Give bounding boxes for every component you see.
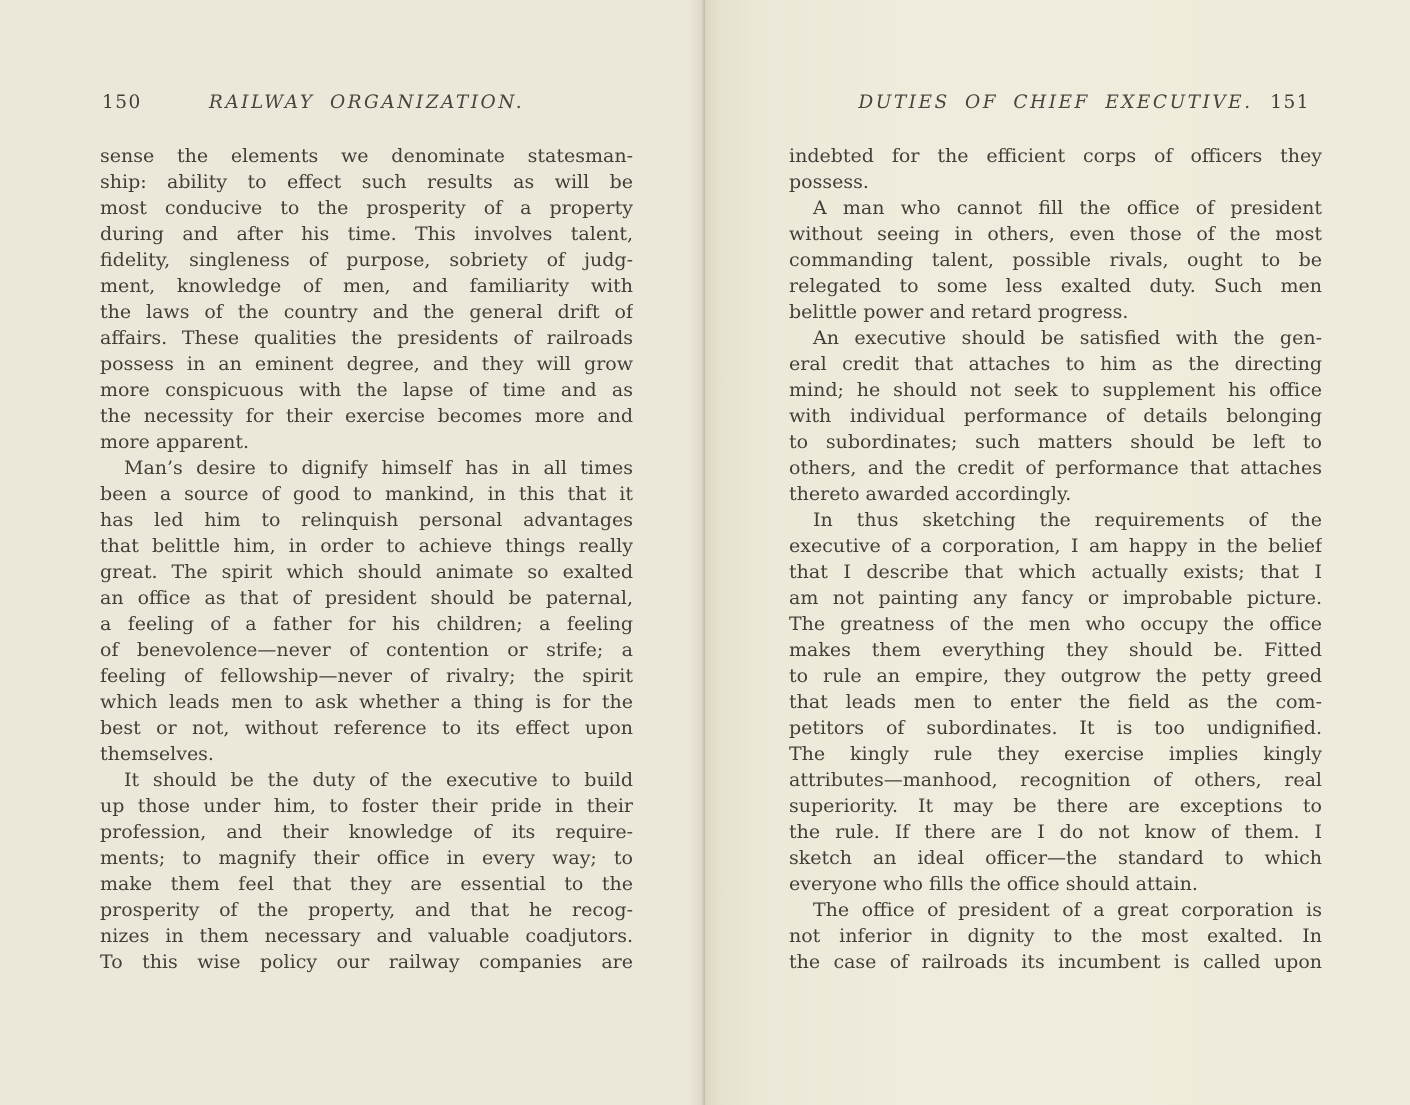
text-line: In thus sketching the requirements of the: [813, 509, 1322, 531]
text-line: eral credit that attaches to him as the directing: [789, 353, 1322, 375]
running-head-left: RAILWAY ORGANIZATION.: [208, 92, 525, 113]
paragraph: [100, 455, 633, 767]
paragraph: [789, 325, 1322, 507]
page-number-right: 151: [1270, 92, 1310, 113]
text-line: the rule. If there are I do not know of them. I: [789, 821, 1322, 843]
text-line: thereto awarded accordingly.: [789, 483, 1072, 505]
text-line: The greatness of the men who occupy the office: [789, 613, 1322, 635]
text-line: others, and the credit of performance that attaches: [789, 457, 1322, 479]
paragraph: [789, 507, 1322, 897]
text-line: sense the elements we denominate statesman-: [100, 145, 633, 167]
paragraph: [100, 767, 633, 975]
paragraph: [789, 195, 1322, 325]
text-line: affairs. These qualities the presidents of railroads: [100, 327, 633, 349]
text-line: It should be the duty of the executive to build: [124, 769, 633, 791]
text-line: without seeing in others, even those of the most: [789, 223, 1322, 245]
text-line: attributes—manhood, recognition of others, real: [789, 769, 1322, 791]
text-line: during and after his time. This involves talent,: [100, 223, 633, 245]
text-line: has led him to relinquish personal advantages: [100, 509, 633, 531]
text-line: executive of a corporation, I am happy in the belief: [789, 535, 1322, 557]
text-line: commanding talent, possible rivals, ought to be: [789, 249, 1322, 271]
text-line: to subordinates; such matters should be left to: [789, 431, 1322, 453]
text-line: mind; he should not seek to supplement his office: [789, 379, 1322, 401]
text-line: the necessity for their exercise becomes more and: [100, 405, 633, 427]
page-right-content: [789, 0, 1322, 975]
page-number-left: 150: [102, 92, 142, 113]
text-line: makes them everything they should be. Fitted: [789, 639, 1322, 661]
text-line: indebted for the efficient corps of officers they: [789, 145, 1322, 167]
text-line: make them feel that they are essential to the: [100, 873, 633, 895]
text-line: prosperity of the property, and that he recog-: [100, 899, 633, 921]
text-line: been a source of good to mankind, in this that it: [100, 483, 633, 505]
text-line: The office of president of a great corporation is: [813, 899, 1322, 921]
text-line: an office as that of president should be paternal,: [100, 587, 633, 609]
text-line: not inferior in dignity to the most exalted. In: [789, 925, 1322, 947]
text-line: the case of railroads its incumbent is called upon: [789, 951, 1322, 973]
text-line: An executive should be satisfied with the gen-: [813, 327, 1322, 349]
text-line: of benevolence—never of contention or strife; a: [100, 639, 633, 661]
text-line: ments; to magnify their office in every way; to: [100, 847, 633, 869]
text-line: which leads men to ask whether a thing is for the: [100, 691, 633, 713]
text-line: that leads men to enter the field as the com-: [789, 691, 1322, 713]
text-line: the laws of the country and the general drift of: [100, 301, 633, 323]
page-right: [705, 0, 1410, 1105]
text-line: petitors of subordinates. It is too undignified.: [789, 717, 1322, 739]
text-block-left: [100, 143, 633, 975]
page-left-content: [100, 0, 633, 975]
text-line: fidelity, singleness of purpose, sobriety of judg-: [100, 249, 633, 271]
text-line: nizes in them necessary and valuable coadjutors.: [100, 925, 633, 947]
text-line: superiority. It may be there are exceptions to: [789, 795, 1322, 817]
paragraph: [789, 897, 1322, 975]
text-line: best or not, without reference to its effect upon: [100, 717, 633, 739]
paragraph: [100, 143, 633, 455]
text-line: themselves.: [100, 743, 214, 765]
text-line: A man who cannot fill the office of president: [813, 197, 1322, 219]
page-left-header: [100, 92, 633, 118]
text-line: ship: ability to effect such results as will be: [100, 171, 633, 193]
text-line: great. The spirit which should animate so exalted: [100, 561, 633, 583]
paragraph: [789, 143, 1322, 195]
text-line: belittle power and retard progress.: [789, 301, 1129, 323]
text-line: possess in an eminent degree, and they will grow: [100, 353, 633, 375]
text-line: feeling of fellowship—never of rivalry; the spirit: [100, 665, 633, 687]
text-line: The kingly rule they exercise implies kingly: [789, 743, 1322, 765]
text-line: possess.: [789, 171, 869, 193]
page-right-header: [789, 92, 1322, 118]
text-line: a feeling of a father for his children; a feeling: [100, 613, 633, 635]
text-line: that I describe that which actually exists; that I: [789, 561, 1322, 583]
text-line: profession, and their knowledge of its require-: [100, 821, 633, 843]
text-line: most conducive to the prosperity of a property: [100, 197, 633, 219]
text-line: more conspicuous with the lapse of time and as: [100, 379, 633, 401]
text-line: with individual performance of details belonging: [789, 405, 1322, 427]
text-line: to rule an empire, they outgrow the petty greed: [789, 665, 1322, 687]
text-line: To this wise policy our railway companies are: [100, 951, 633, 973]
text-line: sketch an ideal officer—the standard to which: [789, 847, 1322, 869]
text-line: that belittle him, in order to achieve things really: [100, 535, 633, 557]
text-line: everyone who fills the office should attain.: [789, 873, 1198, 895]
running-head-right: DUTIES OF CHIEF EXECUTIVE.: [858, 92, 1253, 113]
text-line: up those under him, to foster their pride in their: [100, 795, 633, 817]
text-block-right: [789, 143, 1322, 975]
text-line: more apparent.: [100, 431, 250, 453]
text-line: relegated to some less exalted duty. Such men: [789, 275, 1322, 297]
text-line: am not painting any fancy or improbable picture.: [789, 587, 1322, 609]
text-line: Man’s desire to dignify himself has in all times: [124, 457, 633, 479]
text-line: ment, knowledge of men, and familiarity with: [100, 275, 633, 297]
